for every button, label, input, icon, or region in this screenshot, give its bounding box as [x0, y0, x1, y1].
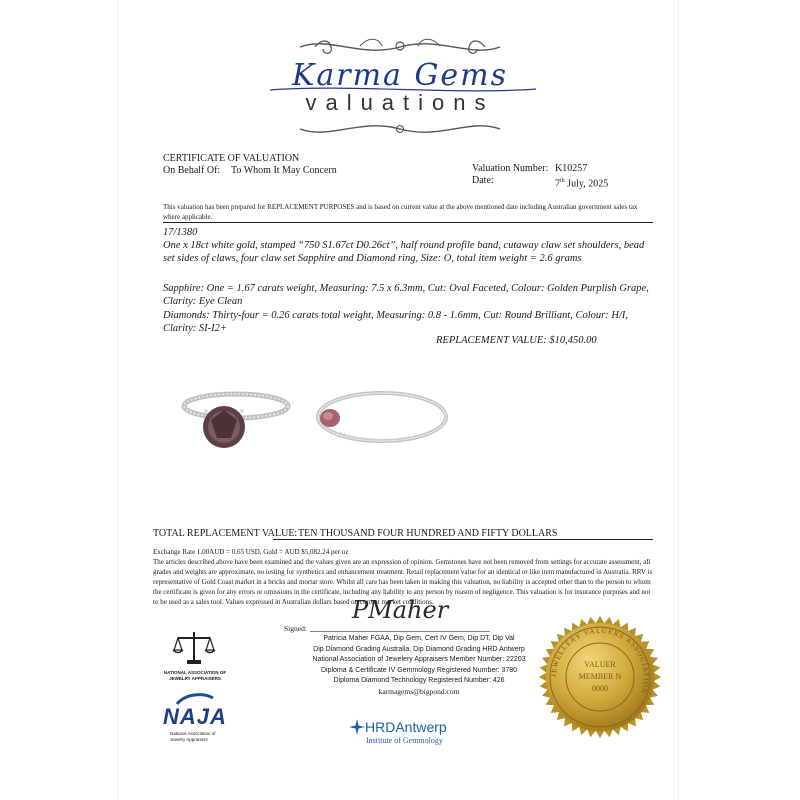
brand-subtitle: valuations — [305, 90, 495, 115]
seal-ring-text: JEWELLERY VALUERS ASSOCIATION — [549, 626, 651, 696]
naja-small-caption: NATIONAL ASSOCIATION OF JEWELRY APPRAISERS — [163, 670, 227, 681]
signature-line — [310, 631, 490, 632]
naja-logo: NAJA — [163, 704, 227, 729]
seal-center-line: VALUER — [584, 660, 616, 669]
seal-center-line: 0000 — [592, 684, 608, 693]
seal-center-line: MEMBER N — [578, 672, 622, 681]
total-label: TOTAL REPLACEMENT VALUE: — [153, 528, 298, 539]
divider-top — [163, 222, 653, 223]
credential-line: Patricia Maher FGAA, Dip Gem, Cert IV Gem, Dip DT, Dip Val — [323, 635, 515, 642]
valuation-date: 7th July, 2025 — [555, 178, 609, 190]
total-underline — [273, 539, 653, 540]
exchange-rate: Exchange Rate 1.00AUD = 0.65 USD, Gold = AUD $5,082.24 per oz — [153, 548, 349, 556]
item-ref: 17/1380 — [163, 227, 198, 238]
date-label: Date: — [472, 175, 494, 186]
email: karmagems@bigpond.com — [378, 686, 460, 696]
credential-line: Diploma Diamond Technology Registered Number: 426 — [333, 677, 505, 684]
disclaimer-text: The articles described above have been examined and the values given are an expression of opinion. Gemstones have not been removed from settings for accurate assessment, all grades and weights are approximate, no testing for synthetics and enhancement treatment. Retail replacement value for an identical or like item manufactured in Australia. RRV is representative of Gold Coast market in a bricks and mortar store. Whilst all care has been taken in making this valuation, no liability is accepted other than to the person to whom the certificate is given for any errors or omissions in the certificate, including any liability to any person by reason of negligence. This valuation is for insurance purposes and not to be used as a sales tool. Values expressed in Australian dollars based on current market conditions. — [153, 558, 653, 606]
naja-logo-caption: National Association of Jewelry Appraisers — [170, 731, 216, 742]
credential-line: Dip Diamond Grading Australia, Dip Diamond Grading HRD Antwerp — [313, 645, 525, 653]
total-words: TEN THOUSAND FOUR HUNDRED AND FIFTY DOLLARS — [298, 528, 558, 539]
ornament-scroll-bottom — [290, 116, 510, 142]
ring-photo-top-view — [176, 380, 296, 460]
behalf-label: On Behalf Of: — [163, 165, 221, 176]
item-description: One x 18ct white gold, stamped “750 S1.67ct D0.26ct”, half round profile band, cutaway claw set shoulders, bead set sides of claws, four claw set Sapphire and Diamond ring, Size: O, total item weight = 2.6 grams — [163, 240, 645, 264]
signature-script: PMaher — [352, 596, 449, 624]
behalf-value: To Whom It May Concern — [231, 165, 337, 176]
hrd-logo: HRDAntwerp — [365, 719, 447, 735]
hrd-caption: Institute of Gemmology — [366, 736, 443, 745]
scales-icon — [172, 628, 216, 666]
signed-label: Signed: — [284, 624, 307, 633]
sapphire-details: Sapphire: One = 1.67 carats weight, Measuring: 7.5 x 6.3mm, Cut: Oval Faceted, Colour: Golden Purplish Grape, Clarity: Eye Clean — [163, 283, 649, 307]
brand-script-name: Karma Gems — [291, 58, 509, 93]
valuation-number: K10257 — [555, 163, 588, 174]
ring-photo-side-view — [310, 385, 450, 455]
gold-seal — [538, 615, 662, 739]
credential-line: Diploma & Certificate IV Gemmology Registered Number: 3780 — [320, 666, 518, 674]
diamond-details: Diamonds: Thirty-four = 0.26 carats total weight, Measuring: 0.8 - 1.6mm, Cut: Round Brilliant, Colour: H/I, Clarity: SI-I2+ — [163, 310, 628, 334]
hrd-star-icon — [349, 719, 365, 735]
valuation-number-label: Valuation Number: — [472, 163, 549, 174]
ornament-scroll — [290, 34, 510, 60]
replacement-value: REPLACEMENT VALUE: $10,450.00 — [436, 335, 597, 346]
purpose-note: This valuation has been prepared for REPLACEMENT PURPOSES and is based on current value at the above mentioned date including Australian government sales tax where applicable. — [163, 203, 638, 221]
credential-line: National Association of Jewelery Appraisers Member Number: 22203 — [312, 656, 526, 663]
certificate-title: CERTIFICATE OF VALUATION — [163, 153, 300, 164]
credentials-block — [284, 634, 554, 697]
